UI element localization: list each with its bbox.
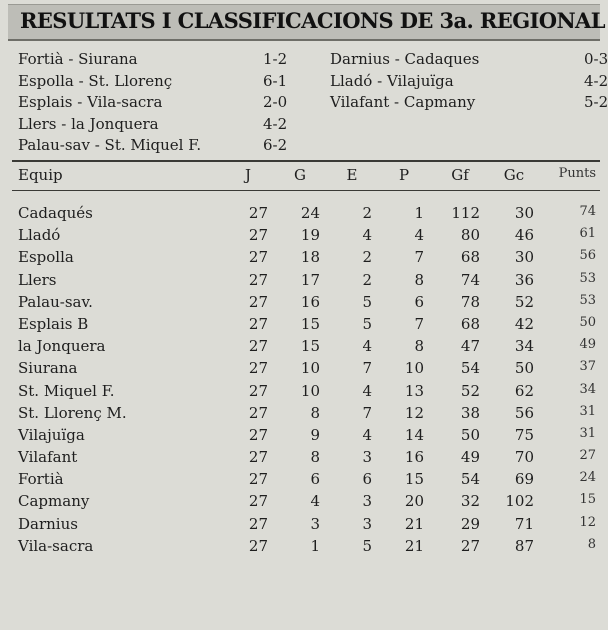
cell-team: Vila-sacra — [18, 536, 94, 555]
cell-j: 27 — [248, 292, 268, 311]
header-gf: Gf — [451, 166, 469, 184]
result-match: Llers - la Jonquera — [18, 114, 159, 133]
cell-p: 8 — [414, 270, 424, 289]
result-row — [18, 50, 308, 72]
cell-gc: 36 — [514, 270, 534, 289]
cell-team: Palau-sav. — [18, 292, 93, 311]
standings-table — [18, 166, 600, 555]
result-row — [330, 93, 606, 115]
result-match: Esplais - Vila-sacra — [18, 93, 163, 111]
cell-team: Vilafant — [18, 448, 78, 467]
cell-p: 20 — [404, 492, 424, 511]
cell-gf: 49 — [460, 448, 480, 467]
cell-j: 27 — [248, 381, 268, 400]
cell-gc: 34 — [514, 337, 534, 356]
cell-gc: 50 — [514, 359, 534, 378]
cell-gf: 68 — [460, 248, 480, 267]
result-score: 2-0 — [263, 93, 288, 111]
cell-e: 2 — [362, 248, 372, 267]
cell-e: 5 — [362, 314, 372, 333]
cell-j: 27 — [248, 337, 268, 356]
cell-j: 27 — [248, 514, 268, 533]
cell-e: 5 — [362, 536, 372, 555]
cell-pts: 53 — [579, 292, 596, 308]
cell-gc: 71 — [514, 514, 534, 533]
cell-pts: 74 — [579, 204, 596, 219]
cell-gf: 54 — [460, 470, 480, 489]
cell-j: 27 — [248, 448, 268, 467]
cell-p: 21 — [404, 536, 424, 555]
cell-gf: 80 — [460, 226, 480, 245]
cell-p: 15 — [404, 470, 424, 489]
cell-e: 5 — [362, 292, 372, 311]
cell-p: 6 — [414, 292, 424, 311]
cell-p: 16 — [404, 448, 424, 467]
results-column-right — [330, 50, 606, 115]
table-row — [18, 248, 600, 270]
cell-gf: 54 — [460, 359, 480, 378]
cell-e: 7 — [362, 403, 372, 422]
cell-p: 7 — [414, 248, 424, 267]
result-score: 0-3 — [584, 50, 608, 68]
cell-team: Espolla — [18, 248, 74, 267]
cell-pts: 12 — [579, 514, 596, 530]
cell-gc: 75 — [514, 425, 534, 444]
cell-gc: 87 — [514, 536, 534, 555]
result-score: 5-2 — [584, 93, 608, 111]
result-row — [18, 136, 308, 158]
cell-gf: 112 — [451, 204, 480, 222]
results-column-left — [18, 50, 308, 158]
cell-p: 12 — [404, 403, 424, 422]
cell-pts: 8 — [587, 536, 596, 552]
table-row — [18, 359, 600, 381]
table-row — [18, 271, 600, 293]
table-row — [18, 404, 600, 426]
cell-pts: 24 — [579, 470, 596, 486]
cell-g: 1 — [310, 536, 320, 555]
cell-pts: 15 — [579, 492, 596, 508]
cell-g: 24 — [300, 204, 320, 222]
cell-team: Fortià — [18, 470, 64, 489]
table-row — [18, 204, 600, 226]
cell-j: 27 — [248, 270, 268, 289]
cell-pts: 56 — [579, 248, 596, 264]
cell-g: 6 — [310, 470, 320, 489]
result-match: Fortià - Siurana — [18, 50, 138, 68]
cell-gf: 50 — [460, 425, 480, 444]
cell-pts: 53 — [579, 270, 596, 286]
cell-j: 27 — [248, 492, 268, 511]
cell-gc: 102 — [505, 492, 534, 511]
table-header — [18, 166, 600, 190]
cell-pts: 27 — [579, 448, 596, 464]
cell-pts: 34 — [579, 381, 596, 397]
result-score: 4-2 — [263, 114, 288, 133]
header-p: P — [398, 166, 410, 184]
table-row — [18, 382, 600, 404]
cell-team: St. Miquel F. — [18, 381, 115, 400]
cell-p: 21 — [404, 514, 424, 533]
table-row — [18, 315, 600, 337]
table-row — [18, 537, 600, 559]
divider-header — [12, 190, 600, 191]
cell-g: 18 — [300, 248, 320, 267]
cell-j: 27 — [248, 226, 268, 245]
cell-j: 27 — [248, 204, 268, 222]
table-row — [18, 448, 600, 470]
cell-gc: 56 — [514, 403, 534, 422]
cell-g: 16 — [300, 292, 320, 311]
header-e: E — [346, 166, 358, 184]
result-score: 1-2 — [263, 50, 288, 68]
cell-gf: 27 — [460, 536, 480, 555]
cell-pts: 61 — [579, 226, 596, 242]
result-row — [18, 72, 308, 94]
table-row — [18, 226, 600, 248]
result-row — [330, 50, 606, 72]
cell-gc: 70 — [514, 448, 534, 467]
cell-gc: 46 — [514, 226, 534, 245]
cell-g: 8 — [310, 448, 320, 467]
cell-p: 4 — [414, 226, 424, 245]
result-score: 6-2 — [263, 136, 288, 154]
result-match: Vilafant - Capmany — [330, 93, 476, 111]
cell-gf: 52 — [460, 381, 480, 400]
cell-e: 3 — [362, 492, 372, 511]
cell-p: 1 — [414, 204, 424, 222]
result-row — [18, 115, 308, 137]
cell-gf: 38 — [460, 403, 480, 422]
result-score: 6-1 — [263, 71, 288, 90]
page-title: RESULTATS I CLASSIFICACIONS DE 3a. REGIONAL — [20, 8, 605, 33]
cell-g: 4 — [310, 492, 320, 511]
result-match: Darnius - Cadaques — [330, 50, 480, 68]
cell-gc: 69 — [514, 470, 534, 489]
cell-g: 15 — [300, 337, 320, 356]
table-body — [18, 204, 600, 559]
cell-p: 7 — [414, 314, 424, 333]
title-banner — [8, 4, 605, 41]
cell-pts: 31 — [579, 403, 596, 419]
header-gc: Gc — [503, 166, 525, 184]
cell-pts: 49 — [579, 337, 596, 353]
table-row — [18, 515, 600, 537]
cell-team: la Jonquera — [18, 337, 106, 356]
cell-g: 9 — [310, 425, 320, 444]
cell-e: 2 — [362, 204, 372, 222]
table-row — [18, 337, 600, 359]
cell-pts: 37 — [579, 359, 596, 375]
cell-e: 2 — [362, 270, 372, 289]
cell-p: 8 — [414, 337, 424, 356]
cell-p: 13 — [404, 381, 424, 400]
cell-gf: 29 — [460, 514, 480, 533]
cell-j: 27 — [248, 403, 268, 422]
table-row — [18, 470, 600, 492]
table-row — [18, 293, 600, 315]
header-punts: Punts — [558, 166, 596, 181]
cell-gc: 42 — [514, 314, 534, 333]
cell-gf: 47 — [460, 337, 480, 356]
cell-g: 10 — [300, 359, 320, 378]
header-g: G — [294, 166, 306, 184]
cell-team: Siurana — [18, 359, 78, 378]
cell-g: 8 — [310, 403, 320, 422]
cell-j: 27 — [248, 314, 268, 333]
cell-e: 3 — [362, 514, 372, 533]
cell-e: 4 — [362, 226, 372, 245]
cell-gf: 74 — [460, 270, 480, 289]
table-row — [18, 426, 600, 448]
cell-gc: 30 — [514, 248, 534, 267]
cell-g: 3 — [310, 514, 320, 533]
match-results — [18, 50, 608, 160]
header-team: Equip — [18, 166, 63, 184]
cell-team: Lladó — [18, 226, 61, 245]
cell-j: 27 — [248, 536, 268, 555]
divider-top — [12, 160, 600, 162]
cell-team: Capmany — [18, 492, 90, 511]
cell-gf: 78 — [460, 292, 480, 311]
cell-j: 27 — [248, 359, 268, 378]
cell-gc: 62 — [514, 381, 534, 400]
cell-e: 4 — [362, 381, 372, 400]
result-row — [18, 93, 308, 115]
cell-team: Llers — [18, 270, 57, 289]
cell-gc: 30 — [514, 204, 534, 222]
cell-g: 17 — [300, 270, 320, 289]
cell-team: Esplais B — [18, 314, 89, 333]
cell-j: 27 — [248, 425, 268, 444]
cell-j: 27 — [248, 470, 268, 489]
cell-e: 6 — [362, 470, 372, 489]
cell-gf: 68 — [460, 314, 480, 333]
cell-gc: 52 — [514, 292, 534, 311]
cell-team: Darnius — [18, 514, 78, 533]
cell-g: 19 — [300, 226, 320, 245]
cell-e: 7 — [362, 359, 372, 378]
cell-j: 27 — [248, 248, 268, 267]
cell-p: 14 — [404, 425, 424, 444]
result-match: Palau-sav - St. Miquel F. — [18, 136, 202, 154]
table-row — [18, 492, 600, 514]
cell-pts: 50 — [579, 314, 596, 330]
cell-team: Cadaqués — [18, 204, 93, 222]
cell-e: 4 — [362, 337, 372, 356]
cell-gf: 32 — [460, 492, 480, 511]
cell-e: 4 — [362, 425, 372, 444]
cell-p: 10 — [404, 359, 424, 378]
cell-team: Vilajuïga — [18, 425, 85, 444]
result-score: 4-2 — [584, 71, 608, 90]
result-match: Espolla - St. Llorenç — [18, 71, 173, 90]
cell-team: St. Llorenç M. — [18, 403, 127, 422]
cell-e: 3 — [362, 448, 372, 467]
cell-g: 10 — [300, 381, 320, 400]
result-row — [330, 72, 606, 94]
cell-g: 15 — [300, 314, 320, 333]
header-j: J — [244, 166, 251, 184]
result-match: Lladó - Vilajuïga — [330, 71, 454, 90]
cell-pts: 31 — [579, 425, 596, 441]
